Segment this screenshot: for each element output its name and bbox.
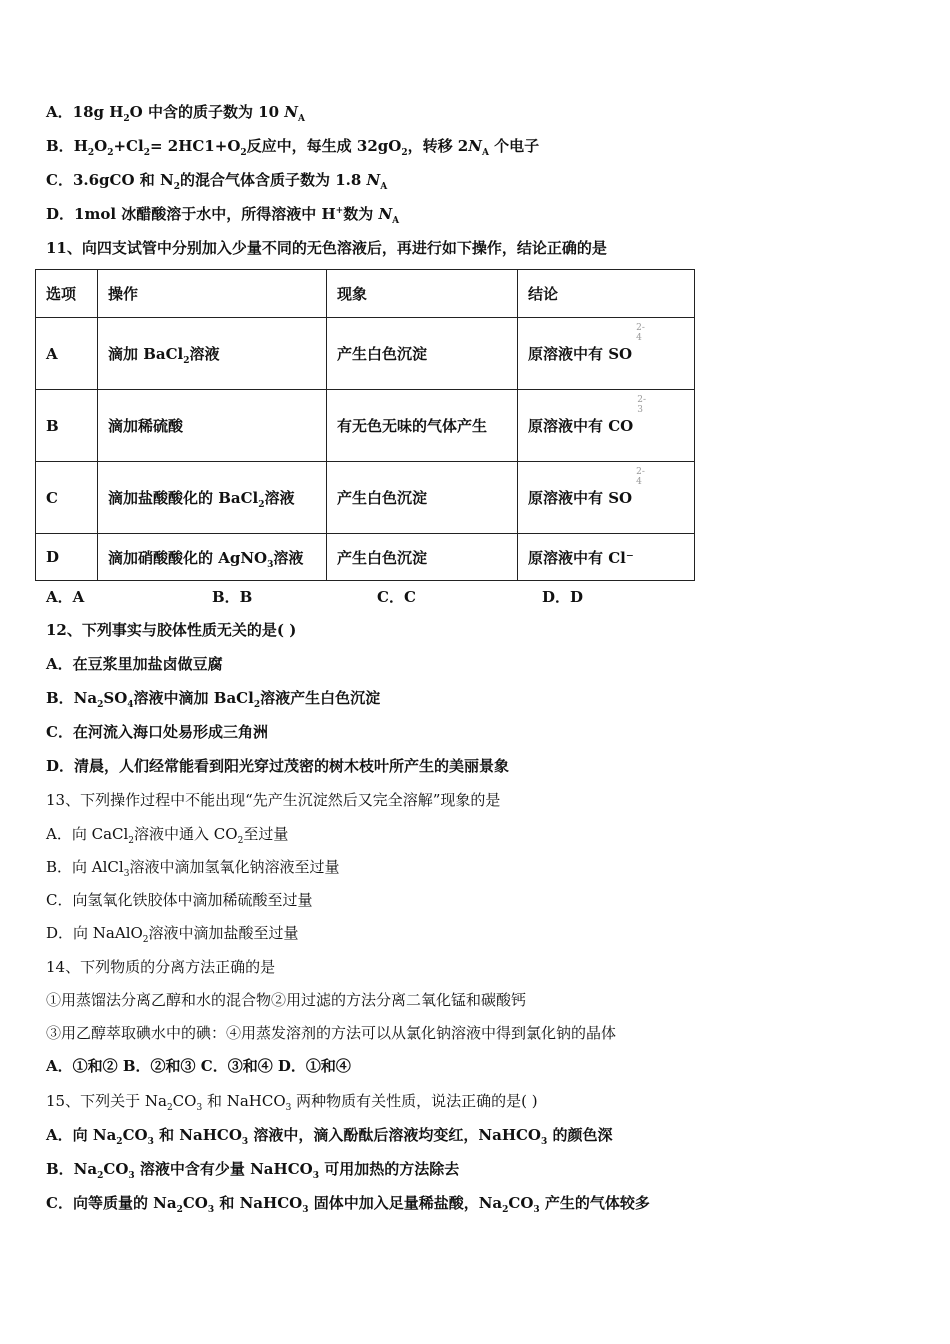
q12-stem: 12、下列事实与胶体性质无关的是( ) (46, 621, 297, 639)
q11-stem: 11、向四支试管中分别加入少量不同的无色溶液后，再进行如下操作，结论正确的是 (46, 239, 607, 257)
row-conclusion: 原溶液中有 SO 2- 4 (518, 462, 695, 534)
header-operation: 操作 (98, 270, 327, 318)
q15-option-a: A．向 $Na_2CO_3$ 和 NaHCO$_3$ 溶液中，滴入酚酞后溶液均变红，NaHCO$_3$ 的颜色深 (46, 1126, 613, 1147)
row-phenomenon: 产生白色沉淀 (327, 318, 518, 390)
header-option: 选项 (36, 270, 98, 318)
q10-option-c: C．3.6gCO 和 $N_2$的混合气体含质子数为 1.8 $N_A$ (46, 171, 388, 192)
q13-option-c: C．向氢氧化铁胶体中滴加稀硫酸至过量 (46, 891, 313, 909)
q13-option-a: A．向 CaCl$_2$溶液中通入 $CO_2$至过量 (46, 825, 289, 846)
row-option: D (36, 534, 98, 581)
q10-option-d: D．1mol 冰醋酸溶于水中，所得溶液中 H+数为 $N_A$ (46, 205, 400, 226)
q13-option-d: D．向 NaAlO$_2$溶液中滴加盐酸至过量 (46, 924, 299, 945)
header-conclusion: 结论 (518, 270, 695, 318)
table-row (36, 534, 695, 581)
q15-option-b: B．$Na_2CO_3$ 溶液中含有少量 NaHCO$_3$ 可用加热的方法除去 (46, 1160, 460, 1181)
row-operation: 滴加稀硫酸 (98, 390, 327, 462)
q11-table (35, 269, 695, 581)
q12-option-b: B．$Na_2SO_4$溶液中滴加 BaCl$_2$溶液产生白色沉淀 (46, 689, 381, 710)
q14-stem: 14、下列物质的分离方法正确的是 (46, 958, 276, 976)
q13-stem: 13、下列操作过程中不能出现“先产生沉淀然后又完全溶解”现象的是 (46, 791, 501, 809)
header-phenomenon: 现象 (327, 270, 518, 318)
row-option: A (36, 318, 98, 390)
table-row (36, 318, 695, 390)
row-phenomenon: 有无色无味的气体产生 (327, 390, 518, 462)
table-header-row (36, 270, 695, 318)
row-option: C (36, 462, 98, 534)
row-conclusion: 原溶液中有 Cl⁻ (518, 534, 695, 581)
q10-option-b: B．$H_2O_2+Cl_2= 2HC1+O_2$反应中，每生成 $32gO_2$，转移 $2N_A$ 个电子 (46, 137, 540, 158)
q15-option-c: C．向等质量的 $Na_2CO_3$ 和 NaHCO$_3$ 固体中加入足量稀盐酸，$Na_2CO_3$ 产生的气体较多 (46, 1194, 650, 1215)
q12-option-d: D．清晨，人们经常能看到阳光穿过茂密的树木枝叶所产生的美丽景象 (46, 757, 510, 775)
q11-answer-a: A．A (46, 588, 85, 606)
row-option: B (36, 390, 98, 462)
q12-option-a: A．在豆浆里加盐卤做豆腐 (46, 655, 223, 673)
q15-stem: 15、下列关于 $Na_2CO_3$ 和 NaHCO$_3$ 两种物质有关性质，说法正确的是( ) (46, 1092, 538, 1113)
row-conclusion: 原溶液中有 CO 2- 3 (518, 390, 695, 462)
q14-statement-1: ①用蒸馏法分离乙醇和水的混合物②用过滤的方法分离二氧化锰和碳酸钙 (46, 991, 527, 1009)
q14-statement-2: ③用乙醇萃取碘水中的碘：④用蒸发溶剂的方法可以从氯化钠溶液中得到氯化钠的晶体 (46, 1024, 617, 1042)
table-row (36, 390, 695, 462)
row-operation: 滴加 BaCl$_2$溶液 (98, 318, 327, 390)
q13-option-b: B．向 AlCl$_3$溶液中滴加氢氧化钠溶液至过量 (46, 858, 340, 879)
q11-answer-d: D．D (542, 588, 584, 606)
row-operation: 滴加盐酸酸化的 BaCl$_2$溶液 (98, 462, 327, 534)
q12-option-c: C．在河流入海口处易形成三角洲 (46, 723, 268, 741)
row-phenomenon: 产生白色沉淀 (327, 462, 518, 534)
q10-option-a: A．18g $H_2O$ 中含的质子数为 10 $N_A$ (46, 103, 305, 124)
q14-options: A．①和② B．②和③ C．③和④ D．①和④ (46, 1057, 351, 1075)
row-operation: 滴加硝酸酸化的 AgNO$_3$溶液 (98, 534, 327, 581)
q11-answer-b: B．B (212, 588, 253, 606)
q11-answer-c: C．C (377, 588, 416, 606)
table-row (36, 462, 695, 534)
row-phenomenon: 产生白色沉淀 (327, 534, 518, 581)
row-conclusion: 原溶液中有 SO 2- 4 (518, 318, 695, 390)
